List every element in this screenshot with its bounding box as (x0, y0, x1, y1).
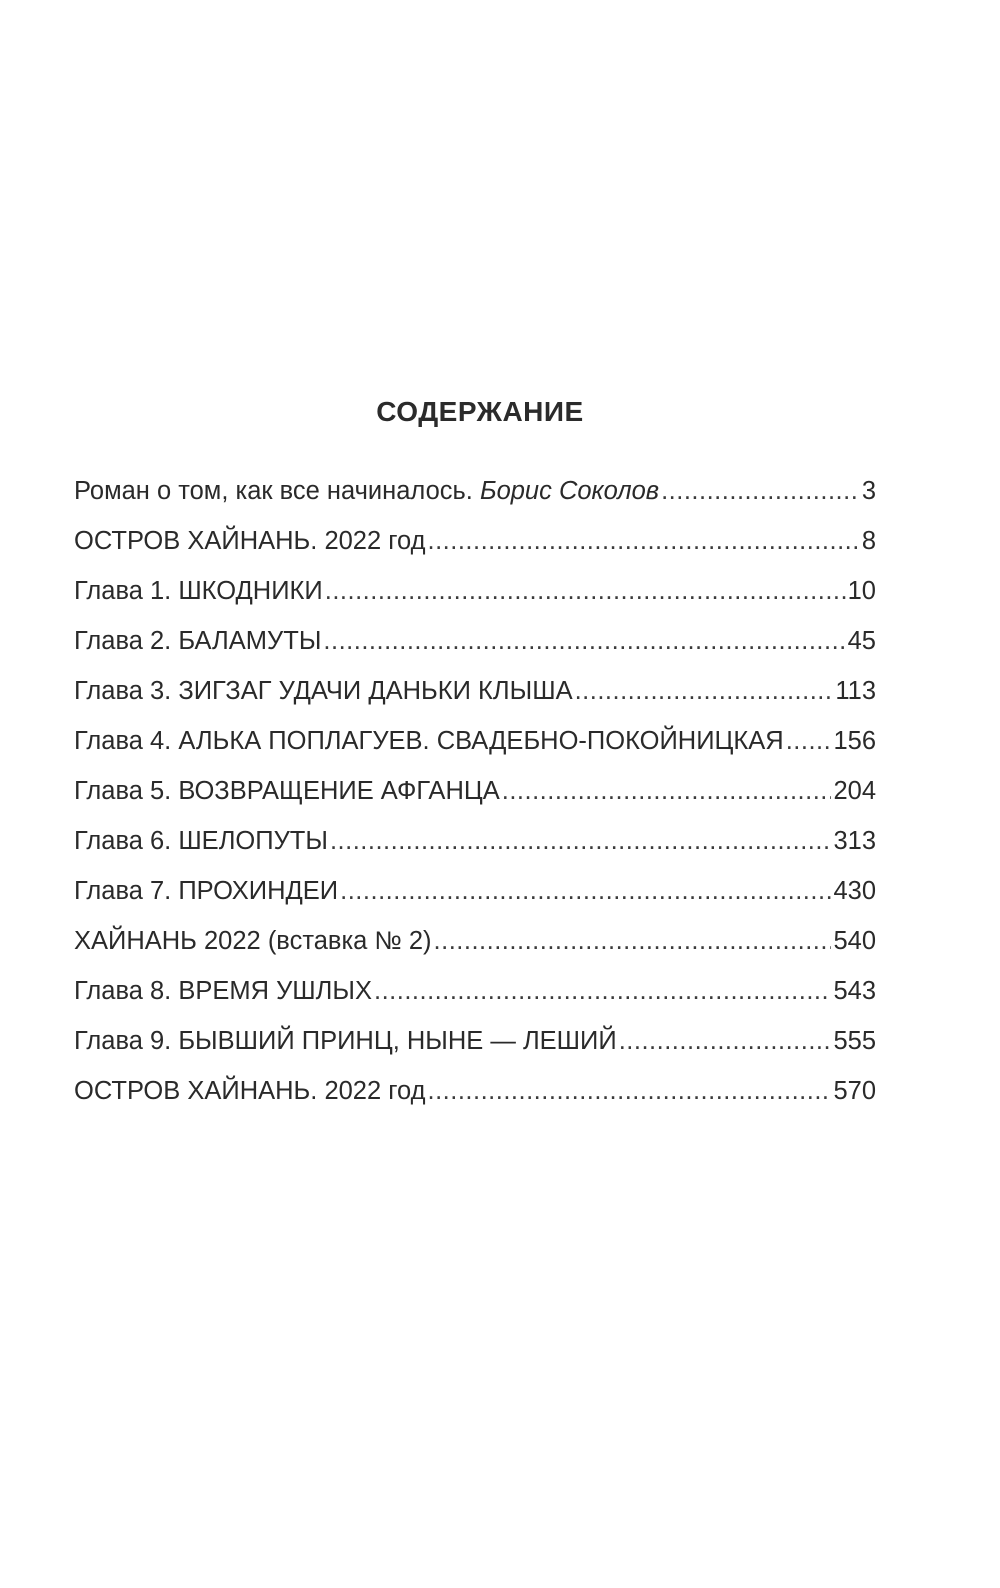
toc-entry-page-number: 313 (833, 827, 876, 855)
dot-leader (502, 766, 832, 816)
toc-entry-title: ХАЙНАНЬ 2022 (вставка № 2) (74, 927, 432, 955)
dot-leader (434, 916, 832, 966)
page-title: СОДЕРЖАНИЕ (376, 396, 584, 427)
dot-leader (323, 616, 845, 666)
toc-entry (74, 1066, 876, 1116)
toc-entry-title: ОСТРОВ ХАЙНАНЬ. 2022 год (74, 527, 426, 555)
toc-entry-page-number: 540 (833, 927, 876, 955)
table-of-contents (74, 466, 876, 1116)
toc-entry-page-number: 3 (861, 477, 876, 505)
toc-entry (74, 566, 876, 616)
toc-entry-page-number: 204 (833, 777, 876, 805)
toc-entry (74, 866, 876, 916)
toc-entry-title: Глава 4. АЛЬКА ПОПЛАГУЕВ. СВАДЕБНО-ПОКОЙНИЦКАЯ (74, 727, 784, 755)
toc-entry-title: Глава 2. БАЛАМУТЫ (74, 627, 322, 655)
toc-entry (74, 466, 876, 516)
toc-entry (74, 666, 876, 716)
toc-entry-title-text: Роман о том, как все начиналось. (74, 477, 473, 505)
dot-leader (428, 516, 860, 566)
toc-entry-title: Глава 1. ШКОДНИКИ (74, 577, 323, 605)
toc-entry (74, 716, 876, 766)
toc-entry-page-number: 430 (833, 877, 876, 905)
toc-entry-title (74, 466, 659, 516)
toc-entry (74, 766, 876, 816)
dot-leader (575, 666, 834, 716)
dot-leader (325, 566, 846, 616)
dot-leader (340, 866, 831, 916)
toc-entry-title: Глава 3. ЗИГЗАГ УДАЧИ ДАНЬКИ КЛЫША (74, 677, 573, 705)
toc-entry-page-number: 8 (861, 527, 876, 555)
toc-entry (74, 916, 876, 966)
toc-entry-title: Глава 8. ВРЕМЯ УШЛЫХ (74, 977, 372, 1005)
dot-leader (374, 966, 831, 1016)
toc-entry-title: ОСТРОВ ХАЙНАНЬ. 2022 год (74, 1077, 426, 1105)
toc-entry-title: Глава 6. ШЕЛОПУТЫ (74, 827, 328, 855)
toc-entry (74, 616, 876, 666)
toc-entry-page-number: 156 (833, 727, 876, 755)
toc-entry-title: Глава 9. БЫВШИЙ ПРИНЦ, НЫНЕ — ЛЕШИЙ (74, 1027, 617, 1055)
dot-leader (619, 1016, 832, 1066)
toc-entry-page-number: 10 (847, 577, 876, 605)
toc-entry-page-number: 113 (835, 677, 876, 705)
toc-entry (74, 1016, 876, 1066)
dot-leader (661, 466, 860, 516)
dot-leader (786, 716, 832, 766)
toc-entry-title: Глава 7. ПРОХИНДЕИ (74, 877, 339, 905)
dot-leader (428, 1066, 832, 1116)
toc-entry-page-number: 555 (833, 1027, 876, 1055)
toc-entry (74, 966, 876, 1016)
toc-entry-author: Борис Соколов (479, 477, 660, 505)
toc-entry-page-number: 543 (833, 977, 876, 1005)
dot-leader (330, 816, 832, 866)
toc-entry (74, 516, 876, 566)
toc-entry-page-number: 45 (847, 627, 876, 655)
toc-entry-title: Глава 5. ВОЗВРАЩЕНИЕ АФГАНЦА (74, 777, 500, 805)
toc-entry (74, 816, 876, 866)
toc-entry-page-number: 570 (833, 1077, 876, 1105)
